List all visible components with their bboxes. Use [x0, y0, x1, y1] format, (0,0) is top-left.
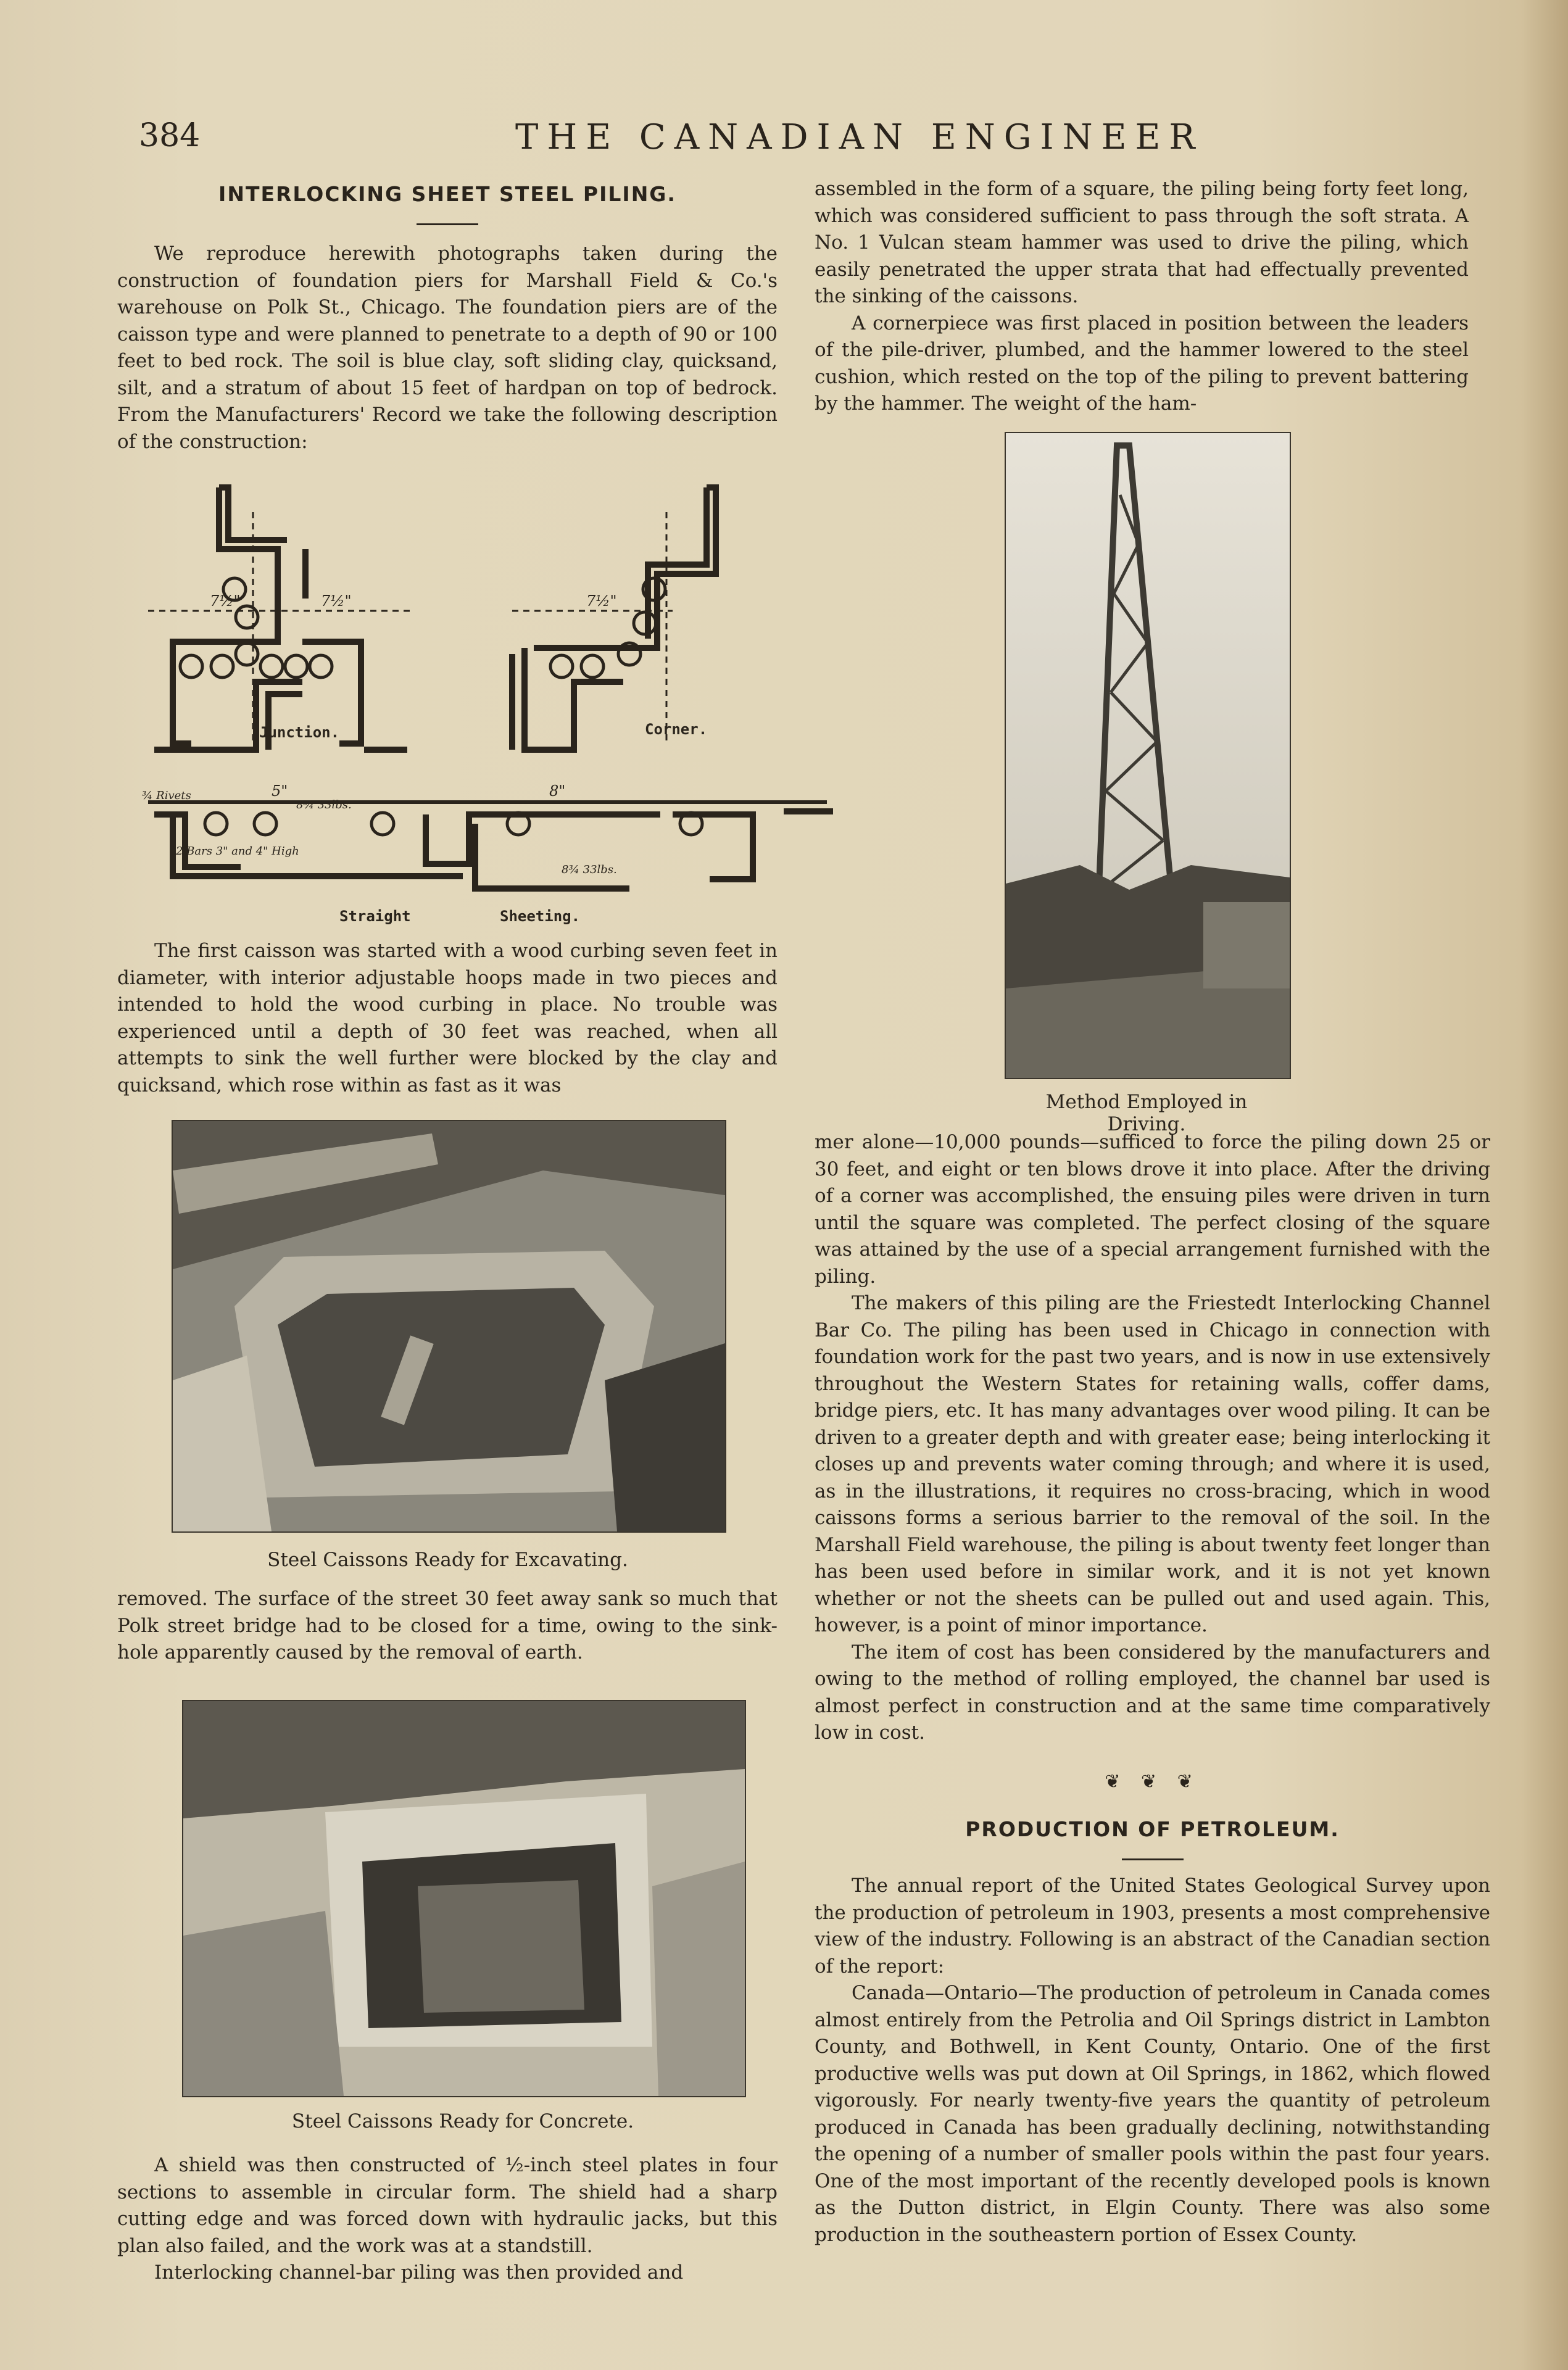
caption-excavating-block	[172, 1549, 724, 1571]
corner-label: Corner.	[645, 721, 708, 738]
paragraph-assembled-block	[815, 176, 1469, 418]
caption-concrete-block	[182, 2110, 744, 2132]
weight-label-1: 8¾ 33lbs.	[296, 798, 352, 811]
dim-label-8: 8"	[549, 782, 566, 800]
paragraph-first-caisson: The first caisson was started with a wood curbing seven feet in diameter, with interior adjustable hoops made in two pieces and intended to hold the wood curbing in place. No trouble was experienced until a depth of 30 feet was reached, when all attempts to sink the well further were blocked by the clay and quicksand, which rose within as fast as it was	[117, 940, 778, 1096]
paragraph-canada-ontario: Canada—Ontario—The production of petroleum in Canada comes almost entirely from the Petrolia and Oil Springs district in Lambton County, and Bothwell, in Kent County, Ontario. One of the first productive wells was put down at Oil Springs, in 1862, which flowed vigorously. For nearly twenty-five years the quantity of petroleum produced in Canada has been gradually declining, notwithstanding the opening of a number of smaller pools within the past four years. One of the most important of the recently developed pools is known as the Dutton district, in Elgin County. There was also some production in the southeastern portion of Essex County.	[815, 1982, 1490, 2246]
paragraph-removed-block	[117, 1586, 778, 1667]
piling-diagram-svg	[117, 469, 845, 932]
straight-channel-mid	[426, 814, 660, 864]
paragraph-cost: The item of cost has been considered by the manufacturers and owing to the method of rolling employed, the channel bar used is almost perfect in construction and at the same time comparatively low in cost.	[815, 1641, 1490, 1744]
straight-label: Straight	[339, 908, 411, 925]
page-number: 384	[139, 117, 201, 154]
paragraph-interlocking: Interlocking channel-bar piling was then provided and	[154, 2261, 684, 2284]
dim-label-left: 7½"	[210, 592, 241, 610]
paragraph-shield-block	[117, 2152, 778, 2287]
title-rule	[417, 223, 478, 225]
paragraph-shield: A shield was then constructed of ½-inch steel plates in four sections to assemble in circular form. The shield had a sharp cutting edge and was forced down with hydraulic jacks, but this plan also failed, and the work was at a standstill.	[117, 2154, 778, 2257]
dim-label-mid: 7½"	[321, 592, 352, 610]
paragraph-caisson-block	[117, 938, 778, 1099]
paragraph-cornerpiece: A cornerpiece was first placed in position between the leaders of the pile-driver, plumbed, and the hammer lowered to the steel cushion, which rested on the top of the piling to prevent battering by the hammer. The weight of the ham-	[815, 312, 1469, 415]
article2-title: PRODUCTION OF PETROLEUM.	[965, 1817, 1340, 1841]
photo-caissons-concrete	[182, 1700, 746, 2097]
dim-label-corner: 7½"	[586, 592, 617, 610]
section-ornament: ❦ ❦ ❦	[1105, 1771, 1200, 1792]
article2-body	[815, 1873, 1490, 2248]
article2-title-rule	[1122, 1858, 1184, 1860]
photo-caissons-excavating	[172, 1120, 726, 1533]
article-title: INTERLOCKING SHEET STEEL PILING.	[218, 182, 676, 206]
paragraph-hammer: mer alone—10,000 pounds—sufficed to force the piling down 25 or 30 feet, and eight or ten blows drove it into place. After the driving of a corner was accomplished, the ensuing piles were driven in turn until the square was completed. The perfect closing of the square was attained by the use of a special arrangement furnished with the piling.	[815, 1131, 1490, 1288]
page-header	[139, 117, 1435, 167]
photo-caissons-excavating-art	[173, 1121, 725, 1531]
photo-pile-driver	[1005, 432, 1291, 1079]
rivets-label: ¾ Rivets	[142, 789, 191, 802]
dim-label-5: 5"	[272, 782, 288, 800]
caption-concrete: Steel Caissons Ready for Concrete.	[291, 2110, 634, 2132]
paragraph-assembled: assembled in the form of a square, the piling being forty feet long, which was considered sufficient to pass through the soft strata. A No. 1 Vulcan steam hammer was used to drive the piling, which easily penetrated the upper strata that had effectually prevented the sinking of the caissons.	[815, 178, 1469, 307]
caption-driving: Method Employed in Driving.	[1045, 1091, 1248, 1135]
paragraph-makers: The makers of this piling are the Friestedt Interlocking Channel Bar Co. The piling has been used in Chicago in connection with foundation work for the past two years, and is now in use extensively throughout the Western States for retaining walls, coffer dams, bridge piers, etc. It has many advantages over wood piling. It can be driven to a greater depth and with greater ease; being interlocking it closes up and prevents water coming through; and where it is used, as in the illustrations, it requires no cross-bracing, which in wood caissons forms a serious barrier to the removal of the soil. In the Marshall Field warehouse, the piling is about twenty feet longer than has been used before in similar work, and it is not yet known whether or not the sheets can be pulled out and used again. This, however, is a point of minor importance.	[815, 1292, 1490, 1636]
photo-pile-driver-art	[1006, 433, 1290, 1078]
article-title-block	[117, 182, 778, 225]
sheeting-label: Sheeting.	[500, 908, 581, 925]
paragraph-hammer-block	[815, 1129, 1490, 1747]
piling-diagram	[117, 469, 845, 932]
caption-excavating: Steel Caissons Ready for Excavating.	[267, 1549, 628, 1571]
journal-title: THE CANADIAN ENGINEER	[515, 117, 1204, 157]
weight-label-2: 8¾ 33lbs.	[562, 863, 617, 876]
junction-label: Junction.	[259, 724, 340, 741]
bars-label: 2 Bars 3" and 4" High	[176, 845, 299, 858]
article2-title-block	[815, 1817, 1490, 1860]
photo-caissons-concrete-art	[183, 1701, 745, 2096]
paragraph-annual-report: The annual report of the United States Geological Survey upon the production of petroleum in 1903, presents a most comprehensive view of the industry. Following is an abstract of the Canadian section of the report:	[815, 1875, 1490, 1978]
paragraph-sinkhole: removed. The surface of the street 30 feet away sank so much that Polk street bridge had to be closed for a time, owing to the sink-hole apparently caused by the removal of earth.	[117, 1588, 778, 1664]
intro-paragraph: We reproduce herewith photographs taken during the construction of foundation piers for Marshall Field & Co.'s warehouse on Polk St., Chicago. The foundation piers are of the caisson type and were planned to penetrate to a depth of 90 or 100 feet to bed rock. The soil is blue clay, soft sliding clay, quicksand, silt, and a stratum of about 15 feet of hardpan on top of bedrock. From the Manufacturers' Record we take the following description of the construction:	[117, 242, 778, 453]
straight-channel-right	[673, 814, 753, 879]
intro-block	[117, 241, 778, 455]
